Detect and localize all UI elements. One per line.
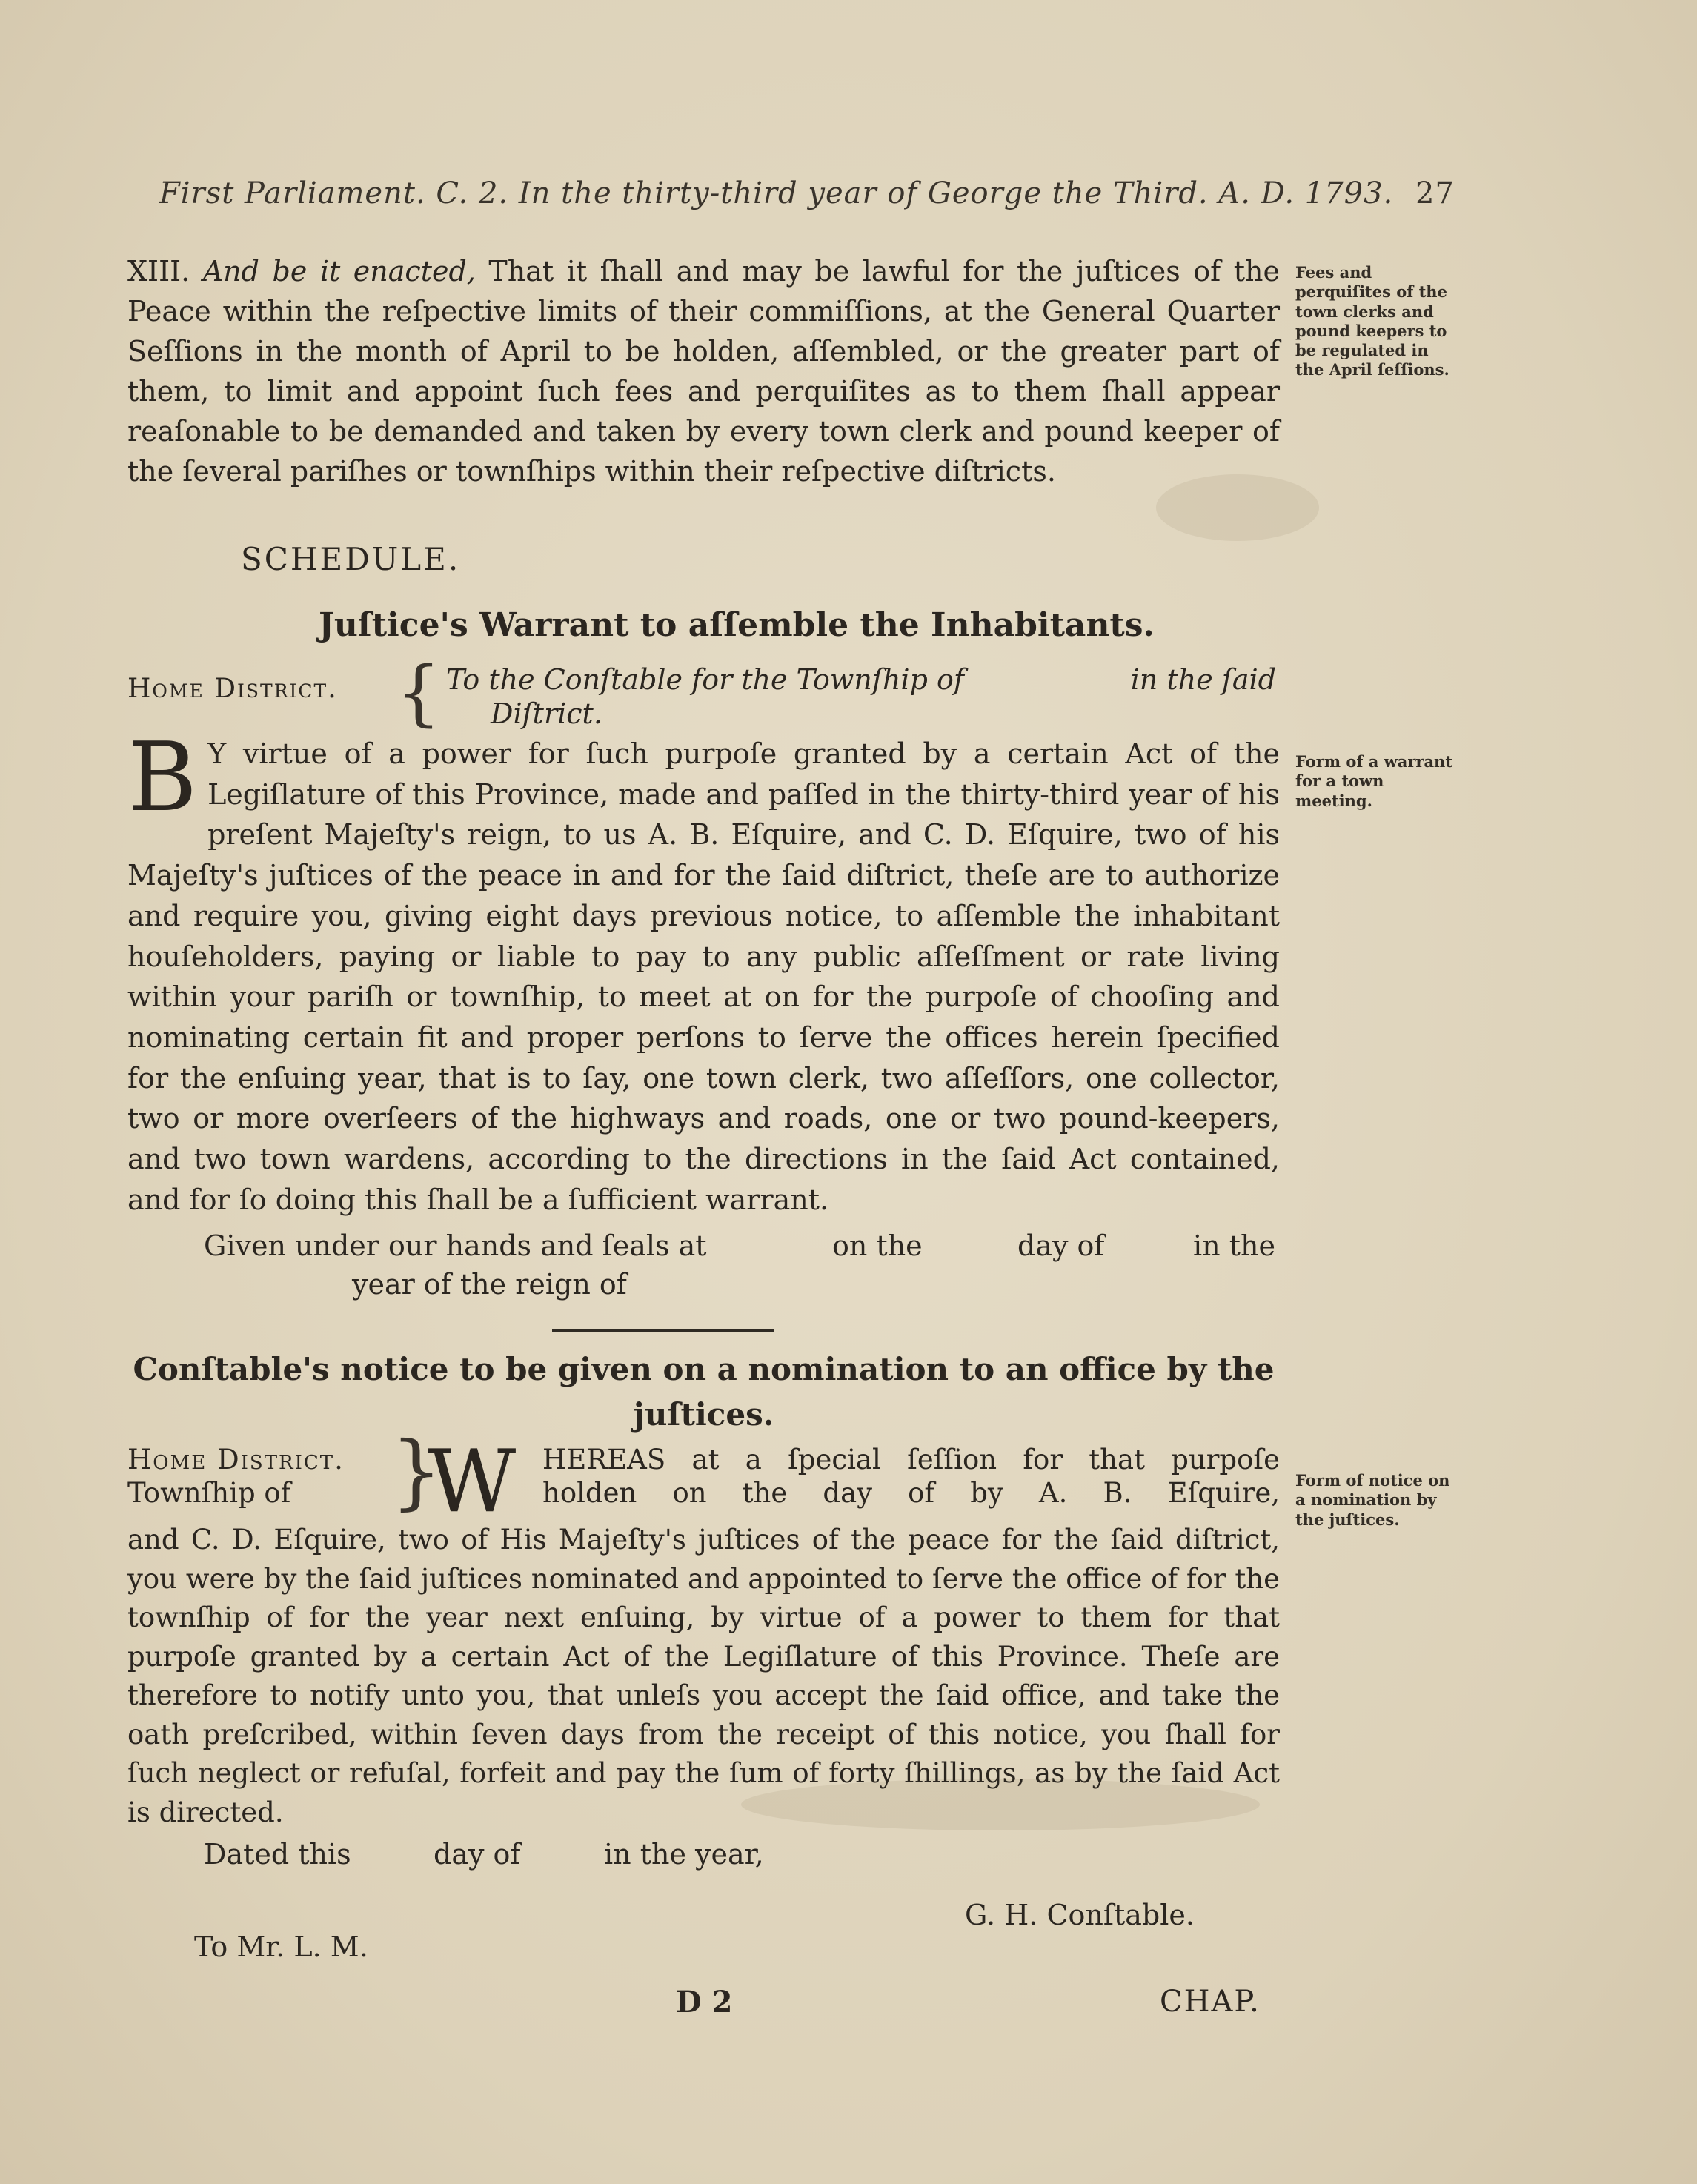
notice-title: Conſtable's notice to be given on a nomination to an office by the juſtices. xyxy=(133,1351,1275,1433)
warrant-title: Juſtice's Warrant to aſſemble the Inhabitants. xyxy=(319,606,1155,644)
dated-part3: in the year, xyxy=(604,1838,764,1871)
margin-note-notice: Form of notice on a nomination by the juſtices. xyxy=(1295,1471,1450,1529)
drop-cap-w: W xyxy=(428,1432,517,1532)
margin-note-fees: Fees and perquiſites of the town clerks and pound keepers to be regulated in the April ſeſſions. xyxy=(1295,263,1449,379)
drop-cap-b: B xyxy=(127,723,198,833)
warrant-address xyxy=(127,651,1280,734)
given-line2: year of the reign of xyxy=(352,1268,627,1301)
district-label: Home District. xyxy=(127,674,338,704)
given-part1: Given under our hands and ſeals at xyxy=(204,1229,707,1262)
warrant-addressee xyxy=(446,663,1276,731)
notice-heading xyxy=(127,1424,1280,1532)
notice-line1: HEREAS at a ſpecial ſeſſion for that purpoſe xyxy=(542,1444,1280,1476)
given-part3: day of xyxy=(1017,1229,1105,1262)
constable-signature: G. H. Conſtable. xyxy=(965,1899,1195,1931)
section-text: That it ſhall and may be lawful for the juſtices of the Peace within the reſpective limits of their commiſſions, at the General Quarter Seſſions in the month of April to be holden, aſſembled, or the greater part of them, to limit and appoint ſuch fees and perquiſites as to them ſhall appear reaſonable to be demanded and taken by every town clerk and pound keeper of the ſeveral pariſhes or townſhips within their reſpective diſtricts. xyxy=(127,255,1280,488)
to-constable-text: To the Conſtable for the Townſhip of xyxy=(446,663,964,696)
signature-mark: D 2 xyxy=(676,1985,733,2019)
page-number: 27 xyxy=(1415,176,1455,210)
district-word: Diſtrict. xyxy=(491,697,602,730)
notice-line2: holden on the day of by A. B. Eſquire, xyxy=(542,1477,1280,1509)
catchword: CHAP. xyxy=(1160,1985,1261,2019)
margin-note-warrant: Form of a warrant for a town meeting. xyxy=(1295,752,1453,810)
notice-district-label: Home District. xyxy=(127,1444,345,1476)
warrant-text: Y virtue of a power for ſuch purpoſe granted by a certain Act of the Legiſlature of this Province, made and paſſed in the thirty-third year of his preſent Majeſty's reign, to us A. B. Eſquire, and C. D. Eſquire, two of his Majeſty's juſtices of the peace in and for the ſaid diſtrict, theſe are to authorize and require you, giving eight days previous notice, to aſſemble the inhabitant houſeholders, paying or liable to pay to any public aſſeſſment or rate living within your pariſh or townſhip, to meet at on for the purpoſe of chooſing and nominating certain fit and proper perſons to ſerve the offices herein ſpecified for the enſuing year, that is to ſay, one town clerk, two aſſeſſors, one collector, two or more overſeers of the highways and roads, one or two pound-keepers, and two town wardens, according to the directions in the ſaid Act contained, and for ſo doing this ſhall be a ſufficient warrant. xyxy=(127,737,1280,1216)
schedule-heading: SCHEDULE. xyxy=(241,541,461,577)
enacting-clause: And be it enacted, xyxy=(202,255,476,288)
given-part2: on the xyxy=(832,1229,923,1262)
running-head-text: First Parliament. C. 2. In the thirty-third year of George the Third. A. D. 1793. xyxy=(159,176,1394,210)
dated-part2: day of xyxy=(434,1838,521,1871)
section-number: XIII. xyxy=(127,255,190,288)
section-divider xyxy=(552,1329,774,1332)
notice-body: and C. D. Eſquire, two of His Majeſty's juſtices of the peace for the ſaid diſtrict, you were by the ſaid juſtices nominated and appointed to ſerve the office of for the townſhip of for the year next enſuing, by virtue of a power to them for that purpoſe granted by a certain Act of the Legiſlature of this Province. Theſe are therefore to notify unto you, that unleſs you accept the ſaid office, and take the oath preſcribed, within ſeven days from the receipt of this notice, you ſhall for ſuch neglect or refuſal, forfeit and pay the ſum of forty ſhillings, as by the ſaid Act is directed. xyxy=(127,1524,1280,1828)
brace-glyph: { xyxy=(396,651,442,734)
given-part4: in the xyxy=(1193,1229,1275,1262)
in-said-text: in the ſaid xyxy=(1130,663,1276,696)
given-under-hands xyxy=(204,1227,1278,1304)
running-head xyxy=(159,176,1455,210)
dated-part1: Dated this xyxy=(204,1838,351,1871)
notice-township-label: Townſhip of xyxy=(127,1477,291,1509)
addressee: To Mr. L. M. xyxy=(194,1931,368,1963)
warrant-body xyxy=(127,723,1280,1221)
brace-glyph: } xyxy=(391,1424,442,1518)
section-xiii xyxy=(127,252,1280,492)
